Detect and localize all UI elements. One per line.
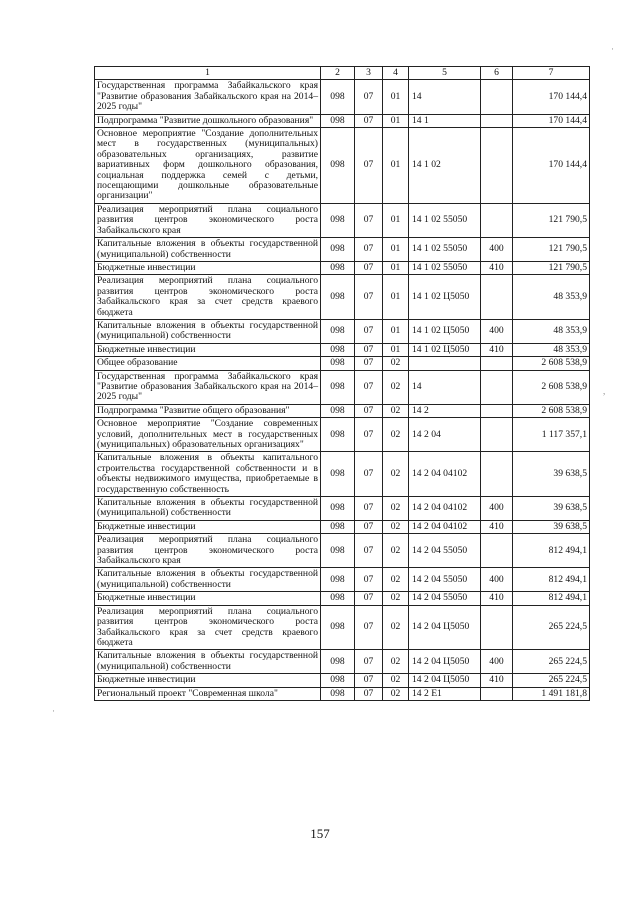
cell-name: Государственная программа Забайкальского края "Развитие образования Забайкальского края на 2014–2025 годы" bbox=[95, 80, 321, 114]
cell-section: 07 bbox=[355, 261, 383, 274]
cell-section: 07 bbox=[355, 452, 383, 497]
cell-amount: 265 224,5 bbox=[513, 650, 590, 674]
header-col-4: 4 bbox=[383, 67, 409, 80]
table-row bbox=[95, 343, 590, 356]
cell-expense-type: 410 bbox=[481, 261, 513, 274]
cell-section: 07 bbox=[355, 534, 383, 568]
cell-expense-type bbox=[481, 534, 513, 568]
cell-expense-type bbox=[481, 687, 513, 700]
cell-amount: 170 144,4 bbox=[513, 80, 590, 114]
cell-section: 07 bbox=[355, 80, 383, 114]
cell-amount: 121 790,5 bbox=[513, 203, 590, 237]
cell-target-article: 14 2 04 bbox=[409, 418, 481, 452]
cell-expense-type: 410 bbox=[481, 520, 513, 533]
cell-name: Капитальные вложения в объекты капитального строительства государственной собственности и в объекты недвижимого имущества, приобретаемые в государственную собственность bbox=[95, 452, 321, 497]
cell-section: 07 bbox=[355, 592, 383, 605]
cell-name: Реализация мероприятий плана социального развития центров экономического роста Забайкальского края за счет средств краевого бюджета bbox=[95, 605, 321, 650]
cell-name: Капитальные вложения в объекты государственной (муниципальной) собственности bbox=[95, 497, 321, 521]
cell-grbs: 098 bbox=[321, 605, 355, 650]
cell-grbs: 098 bbox=[321, 650, 355, 674]
table-row bbox=[95, 534, 590, 568]
cell-section: 07 bbox=[355, 404, 383, 417]
table-row bbox=[95, 357, 590, 370]
cell-grbs: 098 bbox=[321, 534, 355, 568]
cell-subsection: 01 bbox=[383, 275, 409, 320]
header-col-1: 1 bbox=[95, 67, 321, 80]
cell-grbs: 098 bbox=[321, 404, 355, 417]
cell-amount: 121 790,5 bbox=[513, 261, 590, 274]
budget-table bbox=[94, 66, 590, 701]
cell-name: Основное мероприятие "Создание современных условий, дополнительных мест в государственных (муниципальных) образовательных организациях" bbox=[95, 418, 321, 452]
cell-grbs: 098 bbox=[321, 261, 355, 274]
table-row bbox=[95, 319, 590, 343]
cell-expense-type bbox=[481, 114, 513, 127]
cell-grbs: 098 bbox=[321, 238, 355, 262]
cell-amount: 1 491 181,8 bbox=[513, 687, 590, 700]
cell-expense-type bbox=[481, 404, 513, 417]
cell-amount: 2 608 538,9 bbox=[513, 370, 590, 404]
cell-amount: 48 353,9 bbox=[513, 319, 590, 343]
cell-target-article: 14 2 04 55050 bbox=[409, 592, 481, 605]
cell-section: 07 bbox=[355, 238, 383, 262]
cell-section: 07 bbox=[355, 650, 383, 674]
cell-name: Бюджетные инвестиции bbox=[95, 343, 321, 356]
cell-target-article: 14 2 04 04102 bbox=[409, 452, 481, 497]
header-col-3: 3 bbox=[355, 67, 383, 80]
cell-expense-type: 400 bbox=[481, 319, 513, 343]
table-row bbox=[95, 203, 590, 237]
cell-expense-type bbox=[481, 452, 513, 497]
cell-name: Реализация мероприятий плана социального развития центров экономического роста Забайкальского края bbox=[95, 534, 321, 568]
cell-grbs: 098 bbox=[321, 452, 355, 497]
cell-subsection: 02 bbox=[383, 605, 409, 650]
cell-name: Бюджетные инвестиции bbox=[95, 592, 321, 605]
cell-name: Реализация мероприятий плана социального развития центров экономического роста Забайкальского края bbox=[95, 203, 321, 237]
cell-subsection: 02 bbox=[383, 592, 409, 605]
cell-subsection: 02 bbox=[383, 404, 409, 417]
cell-subsection: 02 bbox=[383, 534, 409, 568]
cell-expense-type: 410 bbox=[481, 343, 513, 356]
cell-grbs: 098 bbox=[321, 520, 355, 533]
cell-section: 07 bbox=[355, 370, 383, 404]
cell-subsection: 02 bbox=[383, 687, 409, 700]
table-row bbox=[95, 128, 590, 204]
table-row bbox=[95, 80, 590, 114]
scan-mark: · bbox=[52, 706, 55, 716]
cell-expense-type bbox=[481, 80, 513, 114]
cell-amount: 48 353,9 bbox=[513, 275, 590, 320]
table-row bbox=[95, 418, 590, 452]
cell-subsection: 02 bbox=[383, 497, 409, 521]
cell-grbs: 098 bbox=[321, 687, 355, 700]
cell-amount: 812 494,1 bbox=[513, 592, 590, 605]
cell-expense-type: 410 bbox=[481, 592, 513, 605]
cell-section: 07 bbox=[355, 114, 383, 127]
cell-section: 07 bbox=[355, 357, 383, 370]
cell-subsection: 02 bbox=[383, 418, 409, 452]
cell-grbs: 098 bbox=[321, 203, 355, 237]
cell-subsection: 02 bbox=[383, 357, 409, 370]
cell-target-article bbox=[409, 357, 481, 370]
cell-amount: 170 144,4 bbox=[513, 128, 590, 204]
cell-grbs: 098 bbox=[321, 370, 355, 404]
cell-section: 07 bbox=[355, 568, 383, 592]
cell-target-article: 14 2 04 04102 bbox=[409, 520, 481, 533]
scan-mark: · bbox=[611, 44, 614, 54]
cell-amount: 2 608 538,9 bbox=[513, 357, 590, 370]
budget-table-container bbox=[94, 66, 589, 701]
header-col-2: 2 bbox=[321, 67, 355, 80]
cell-subsection: 02 bbox=[383, 370, 409, 404]
cell-name: Капитальные вложения в объекты государственной (муниципальной) собственности bbox=[95, 568, 321, 592]
cell-name: Подпрограмма "Развитие общего образования" bbox=[95, 404, 321, 417]
header-col-5: 5 bbox=[409, 67, 481, 80]
cell-grbs: 098 bbox=[321, 275, 355, 320]
cell-grbs: 098 bbox=[321, 128, 355, 204]
cell-grbs: 098 bbox=[321, 114, 355, 127]
cell-expense-type: 400 bbox=[481, 497, 513, 521]
cell-amount: 2 608 538,9 bbox=[513, 404, 590, 417]
header-col-7: 7 bbox=[513, 67, 590, 80]
cell-target-article: 14 2 bbox=[409, 404, 481, 417]
cell-target-article: 14 1 02 55050 bbox=[409, 203, 481, 237]
cell-target-article: 14 2 04 04102 bbox=[409, 497, 481, 521]
cell-subsection: 01 bbox=[383, 319, 409, 343]
cell-expense-type bbox=[481, 418, 513, 452]
cell-subsection: 01 bbox=[383, 80, 409, 114]
header-col-6: 6 bbox=[481, 67, 513, 80]
table-row bbox=[95, 592, 590, 605]
cell-target-article: 14 bbox=[409, 80, 481, 114]
cell-expense-type: 400 bbox=[481, 568, 513, 592]
cell-expense-type bbox=[481, 357, 513, 370]
cell-amount: 48 353,9 bbox=[513, 343, 590, 356]
cell-target-article: 14 2 04 55050 bbox=[409, 568, 481, 592]
table-row bbox=[95, 404, 590, 417]
cell-amount: 170 144,4 bbox=[513, 114, 590, 127]
cell-subsection: 02 bbox=[383, 520, 409, 533]
cell-name: Капитальные вложения в объекты государственной (муниципальной) собственности bbox=[95, 238, 321, 262]
cell-subsection: 01 bbox=[383, 203, 409, 237]
cell-grbs: 098 bbox=[321, 497, 355, 521]
cell-grbs: 098 bbox=[321, 592, 355, 605]
cell-amount: 39 638,5 bbox=[513, 497, 590, 521]
cell-section: 07 bbox=[355, 203, 383, 237]
cell-subsection: 02 bbox=[383, 674, 409, 687]
table-row bbox=[95, 114, 590, 127]
cell-subsection: 01 bbox=[383, 238, 409, 262]
cell-name: Капитальные вложения в объекты государственной (муниципальной) собственности bbox=[95, 650, 321, 674]
cell-section: 07 bbox=[355, 674, 383, 687]
cell-section: 07 bbox=[355, 128, 383, 204]
table-row bbox=[95, 674, 590, 687]
cell-grbs: 098 bbox=[321, 418, 355, 452]
cell-section: 07 bbox=[355, 520, 383, 533]
cell-name: Капитальные вложения в объекты государственной (муниципальной) собственности bbox=[95, 319, 321, 343]
cell-section: 07 bbox=[355, 319, 383, 343]
cell-target-article: 14 1 02 Ц5050 bbox=[409, 319, 481, 343]
cell-target-article: 14 bbox=[409, 370, 481, 404]
cell-grbs: 098 bbox=[321, 674, 355, 687]
cell-target-article: 14 1 02 55050 bbox=[409, 261, 481, 274]
cell-target-article: 14 1 02 bbox=[409, 128, 481, 204]
cell-section: 07 bbox=[355, 687, 383, 700]
cell-expense-type bbox=[481, 275, 513, 320]
cell-name: Государственная программа Забайкальского края "Развитие образования Забайкальского края на 2014–2025 годы" bbox=[95, 370, 321, 404]
table-row bbox=[95, 261, 590, 274]
cell-grbs: 098 bbox=[321, 568, 355, 592]
cell-section: 07 bbox=[355, 418, 383, 452]
cell-amount: 265 224,5 bbox=[513, 605, 590, 650]
cell-amount: 39 638,5 bbox=[513, 520, 590, 533]
cell-expense-type: 400 bbox=[481, 650, 513, 674]
cell-amount: 1 117 357,1 bbox=[513, 418, 590, 452]
cell-name: Бюджетные инвестиции bbox=[95, 261, 321, 274]
cell-grbs: 098 bbox=[321, 319, 355, 343]
cell-name: Общее образование bbox=[95, 357, 321, 370]
page-number: 157 bbox=[310, 826, 330, 841]
cell-name: Региональный проект "Современная школа" bbox=[95, 687, 321, 700]
cell-target-article: 14 1 bbox=[409, 114, 481, 127]
cell-name: Бюджетные инвестиции bbox=[95, 674, 321, 687]
cell-amount: 121 790,5 bbox=[513, 238, 590, 262]
table-row bbox=[95, 650, 590, 674]
cell-subsection: 02 bbox=[383, 650, 409, 674]
cell-subsection: 02 bbox=[383, 568, 409, 592]
table-header-row bbox=[95, 67, 590, 80]
table-row bbox=[95, 520, 590, 533]
cell-target-article: 14 2 04 Ц5050 bbox=[409, 674, 481, 687]
cell-amount: 812 494,1 bbox=[513, 534, 590, 568]
table-row bbox=[95, 238, 590, 262]
cell-target-article: 14 1 02 Ц5050 bbox=[409, 275, 481, 320]
table-row bbox=[95, 370, 590, 404]
table-row bbox=[95, 687, 590, 700]
cell-section: 07 bbox=[355, 343, 383, 356]
cell-name: Реализация мероприятий плана социального развития центров экономического роста Забайкальского края за счет средств краевого бюджета bbox=[95, 275, 321, 320]
table-row bbox=[95, 497, 590, 521]
cell-expense-type: 410 bbox=[481, 674, 513, 687]
cell-grbs: 098 bbox=[321, 343, 355, 356]
cell-target-article: 14 2 04 55050 bbox=[409, 534, 481, 568]
table-row bbox=[95, 605, 590, 650]
cell-amount: 265 224,5 bbox=[513, 674, 590, 687]
cell-subsection: 01 bbox=[383, 261, 409, 274]
table-row bbox=[95, 452, 590, 497]
cell-expense-type bbox=[481, 203, 513, 237]
cell-name: Основное мероприятие "Создание дополнительных мест в государственных (муниципальных) образовательных организациях, развитие вариативных форм дошкольного образования, социальная поддержка семей с детьми, посещающими дошкольные образовательные организации" bbox=[95, 128, 321, 204]
cell-expense-type bbox=[481, 370, 513, 404]
cell-expense-type bbox=[481, 605, 513, 650]
cell-expense-type bbox=[481, 128, 513, 204]
table-row bbox=[95, 275, 590, 320]
cell-name: Подпрограмма "Развитие дошкольного образования" bbox=[95, 114, 321, 127]
scan-mark: , bbox=[603, 386, 606, 396]
cell-subsection: 01 bbox=[383, 114, 409, 127]
cell-amount: 812 494,1 bbox=[513, 568, 590, 592]
cell-grbs: 098 bbox=[321, 80, 355, 114]
table-row bbox=[95, 568, 590, 592]
cell-section: 07 bbox=[355, 275, 383, 320]
cell-target-article: 14 2 E1 bbox=[409, 687, 481, 700]
cell-name: Бюджетные инвестиции bbox=[95, 520, 321, 533]
cell-grbs: 098 bbox=[321, 357, 355, 370]
cell-target-article: 14 1 02 Ц5050 bbox=[409, 343, 481, 356]
cell-section: 07 bbox=[355, 605, 383, 650]
cell-subsection: 01 bbox=[383, 128, 409, 204]
cell-subsection: 01 bbox=[383, 343, 409, 356]
cell-target-article: 14 2 04 Ц5050 bbox=[409, 605, 481, 650]
cell-subsection: 02 bbox=[383, 452, 409, 497]
cell-expense-type: 400 bbox=[481, 238, 513, 262]
cell-section: 07 bbox=[355, 497, 383, 521]
cell-target-article: 14 2 04 Ц5050 bbox=[409, 650, 481, 674]
cell-amount: 39 638,5 bbox=[513, 452, 590, 497]
cell-target-article: 14 1 02 55050 bbox=[409, 238, 481, 262]
